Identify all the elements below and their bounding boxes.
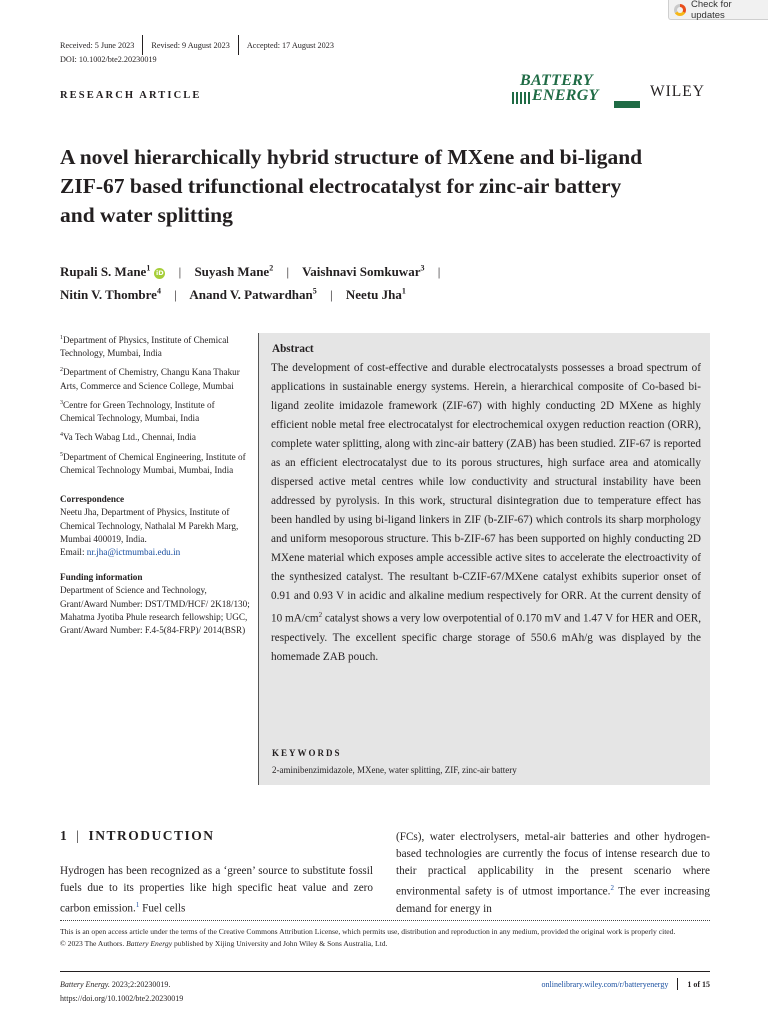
check-for-updates-button[interactable]: [668, 0, 768, 20]
affiliation: $^2$Department of Chemistry, Changu Kana Thakur Arts, Commerce and Science College, Mumbai: [60, 367, 240, 391]
reference-link[interactable]: 2: [610, 884, 614, 892]
author[interactable]: Nitin V. Thombre$^4$: [60, 287, 161, 303]
author[interactable]: Vaishnavi Somkuwar$^3$: [302, 264, 425, 280]
abstract-heading: Abstract: [272, 343, 314, 355]
author-line-2: [60, 282, 710, 305]
abstract-text: The development of cost-effective and durable electrocatalysts possesses a broad spectrum of applications in sustainable energy systems. Herein, a hierarchical composite of Co-based bi-ligand zeolite imidazole framework (ZIF-67) with highly conducting 2D MXene as highly efficient noble metal free electrocatalyst for electrochemical oxygen reduction reaction (ORR), complete water splitting, along with zinc-air battery (ZAB) has been studied. ZIF-67 is reported as an efficient electrocatalyst due to its porous structures, high surface area and atomically dispersed active metal centres while low conductivity and structural instability have been addressed by pyrolysis. In this work, structural disintegration due to temperature effect has been handled by using bi-ligand linkers in ZIF (b-ZIF-67) which controls its sharp morphology and uniform mesoporous structure. This b-ZIF-67 has been supported on highly conducting 2D MXene material which exposes ample accessible active sites to accelerate the electroactivity of the synthesized catalyst. The resultant b-CZIF-67/MXene catalyst exhibits superior onset of 0.91 and 0.93 V in acidic and alkaline medium respectively for ORR. At the current density of 10 $mA/cm^2$ catalyst shows a very low overpotential of 0.170 mV and 1.47 V for HER and OER, respectively. The excellent specific charge storage of 550.6 mAh/g was displayed by the homemade ZAB pouch.: [271, 362, 702, 663]
affiliations-column: [60, 332, 250, 637]
affiliation: $^4$Va Tech Wabag Ltd., Chennai, India: [60, 432, 196, 443]
separator: |: [286, 264, 290, 280]
doi-link[interactable]: https://doi.org/10.1002/bte2.20230019: [60, 994, 184, 1003]
keywords-text: 2-aminibenzimidazole, MXene, water splitting, ZIF, zinc-air battery: [272, 765, 517, 775]
email-link[interactable]: nr.jha@ictmumbai.edu.in: [86, 546, 181, 557]
orcid-icon[interactable]: iD: [156, 269, 164, 278]
journal-logo-line1: BATTERY: [520, 72, 593, 89]
correspondence-text: Neetu Jha, Department of Physics, Institute of Chemical Technology, Nathalal M Parekh Marg, Mumbai 400019, India.: [60, 507, 239, 544]
body-column-2: (FCs), water electrolysers, metal-air batteries and other hydrogen-based technologies are currently the focus of intense research due to their practical applicability in the present scenario where environmental safety is of utmost importance.$^2$ The ever increasing demand for energy in: [396, 831, 710, 915]
received-date: Received: 5 June 2023: [60, 40, 135, 50]
battery-bars-icon: [512, 92, 532, 104]
author[interactable]: Anand V. Patwardhan$^5$: [189, 287, 317, 303]
article-type: RESEARCH ARTICLE: [60, 90, 202, 101]
crossmark-icon: [674, 4, 686, 16]
check-for-updates-label: Check for updates: [690, 0, 732, 21]
divider: [60, 971, 710, 972]
author[interactable]: Rupali S. Mane$^1$: [60, 264, 151, 280]
divider: [142, 35, 143, 55]
separator: |: [437, 264, 441, 280]
revised-date: Revised: 9 August 2023: [151, 40, 230, 50]
logo-tag-icon: [614, 101, 640, 108]
author-line-1: [60, 259, 710, 282]
journal-logo: [512, 72, 642, 108]
separator: |: [178, 264, 182, 280]
article-dates: [60, 38, 334, 52]
divider: [677, 978, 678, 990]
separator: |: [174, 287, 177, 303]
reference-link[interactable]: 1: [135, 901, 140, 909]
journal-logo-line2: ENERGY: [532, 87, 599, 104]
page-number: 1 of 15: [687, 979, 710, 989]
accepted-date: Accepted: 17 August 2023: [246, 40, 334, 50]
affiliation: $^3$Centre for Green Technology, Institute of Chemical Technology, Mumbai, India: [60, 399, 215, 424]
footer-right: [542, 978, 710, 990]
section-heading: 1 | INTRODUCTION: [60, 828, 215, 843]
funding-heading: Funding information: [60, 572, 143, 583]
abstract-box: [258, 333, 710, 785]
doi: DOI: 10.1002/bte2.20230019: [60, 55, 157, 64]
correspondence-email: Email: nr.jha@ictmumbai.edu.in: [60, 546, 181, 557]
affiliation: $^1$Department of Physics, Institute of Chemical Technology, Mumbai, India: [60, 335, 229, 359]
body-column-1: Hydrogen has been recognized as a ‘green’ source to substitute fossil fuels due to its properties like high specific heat value and zero carbon emission.$^1$ Fuel cells: [60, 865, 373, 915]
correspondence-heading: Correspondence: [60, 494, 125, 505]
author[interactable]: Neetu Jha$^1$: [345, 287, 406, 303]
separator: |: [330, 287, 333, 303]
funding-text: Department of Science and Technology, Grant/Award Number: DST/TMD/HCF/ 2K18/130; Mahatma Jyotiba Phule research fellowship; UGC, Grant/Award Number: F.4-5(84-FRP)/ 2014(BSR): [60, 585, 250, 635]
publisher-logo: WILEY: [650, 83, 705, 100]
license-notice: This is an open access article under the terms of the Creative Commons Attribution License, which permits use, distribution and reproduction in any medium, provided the original work is properly cited. © 2023 The Authors. Battery Energy published by Xijing University and John Wiley & Sons Australia, Ltd.: [60, 927, 676, 948]
author[interactable]: Suyash Mane$^2$: [194, 264, 274, 280]
footer-citation: Battery Energy. 2023;2:20230019. https://doi.org/10.1002/bte2.20230019: [60, 978, 183, 1006]
keywords-heading: KEYWORDS: [272, 748, 342, 758]
divider: [238, 35, 239, 55]
affiliation: $^5$Department of Chemical Engineering, Institute of Chemical Technology Mumbai, Mumbai, India: [60, 451, 246, 475]
article-title: A novel hierarchically hybrid structure of MXene and bi-ligand ZIF-67 based trifunctional electrocatalyst for zinc-air battery and water splitting: [60, 145, 643, 227]
journal-link[interactable]: onlinelibrary.wiley.com/r/batteryenergy: [541, 979, 669, 989]
divider: [60, 920, 710, 921]
